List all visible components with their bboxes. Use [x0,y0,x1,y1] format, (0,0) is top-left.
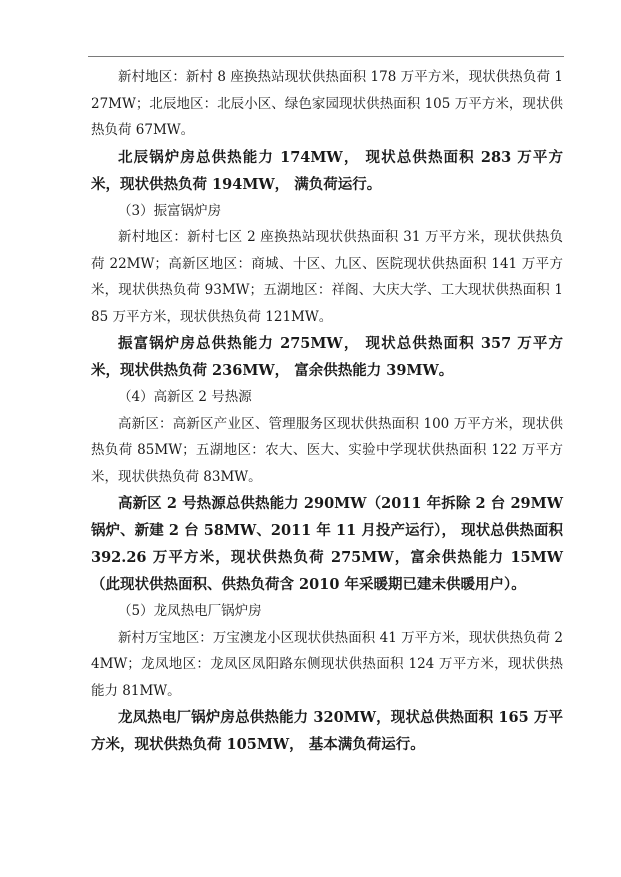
summary-longfeng-boiler: 龙凤热电厂锅炉房总供热能力 320MW，现状总供热面积 165 万平方米，现状供热负荷 105MW， 基本满负荷运行。 [91,709,563,753]
summary-zhenfu-boiler: 振富锅炉房总供热能力 275MW， 现状总供热面积 357 万平方米，现状供热负荷 236MW， 富余供热能力 39MW。 [91,335,563,379]
heading-longfeng-boiler: （5）龙凤热电厂锅炉房 [118,603,262,619]
paragraph-longfeng-areas: 新村万宝地区：万宝澳龙小区现状供热面积 41 万平方米，现状供热负荷 24MW；龙凤地区：龙凤区凤阳路东侧现状供热面积 124 万平方米，现状供热能力 81MW。 [91,629,563,699]
heading-gaoxin-heat-source: （4）高新区 2 号热源 [118,389,252,405]
paragraph-zhenfu-areas: 新村地区：新村七区 2 座换热站现状供热面积 31 万平方米，现状供热负荷 22MW；高新区地区：商城、十区、九区、医院现状供热面积 141 万平方米，现状供热负荷 93MW；五湖地区：祥阁、大庆大学、工大现状供热面积 185 万平方米，现状供热负荷 121MW。 [91,229,563,325]
summary-gaoxin-heat-source: 高新区 2 号热源总供热能力 290MW（2011 年拆除 2 台 29MW 锅炉、新建 2 台 58MW、2011 年 11 月投产运行）， 现状总供热面积 392.26 万平方米，现状供热负荷 275MW，富余供热能力 15MW（此现状供热面积、供热负荷含 2010 年采暖期已建未供暖用户）。 [91,495,563,593]
header-rule [88,56,564,57]
heading-zhenfu-boiler: （3）振富锅炉房 [118,202,222,219]
paragraph-gaoxin-areas: 高新区：高新区产业区、管理服务区现状供热面积 100 万平方米，现状供热负荷 85MW；五湖地区：农大、医大、实验中学现状供热面积 122 万平方米，现状供热负荷 83MW。 [91,415,563,485]
document-body [91,64,563,758]
paragraph-xincun-beichen: 新村地区：新村 8 座换热站现状供热面积 178 万平方米，现状供热负荷 127MW；北辰地区：北辰小区、绿色家园现状供热面积 105 万平方米，现状供热负荷 67MW。 [91,69,563,138]
summary-beichen-boiler: 北辰锅炉房总供热能力 174MW， 现状总供热面积 283 万平方米，现状供热负荷 194MW， 满负荷运行。 [91,148,563,193]
